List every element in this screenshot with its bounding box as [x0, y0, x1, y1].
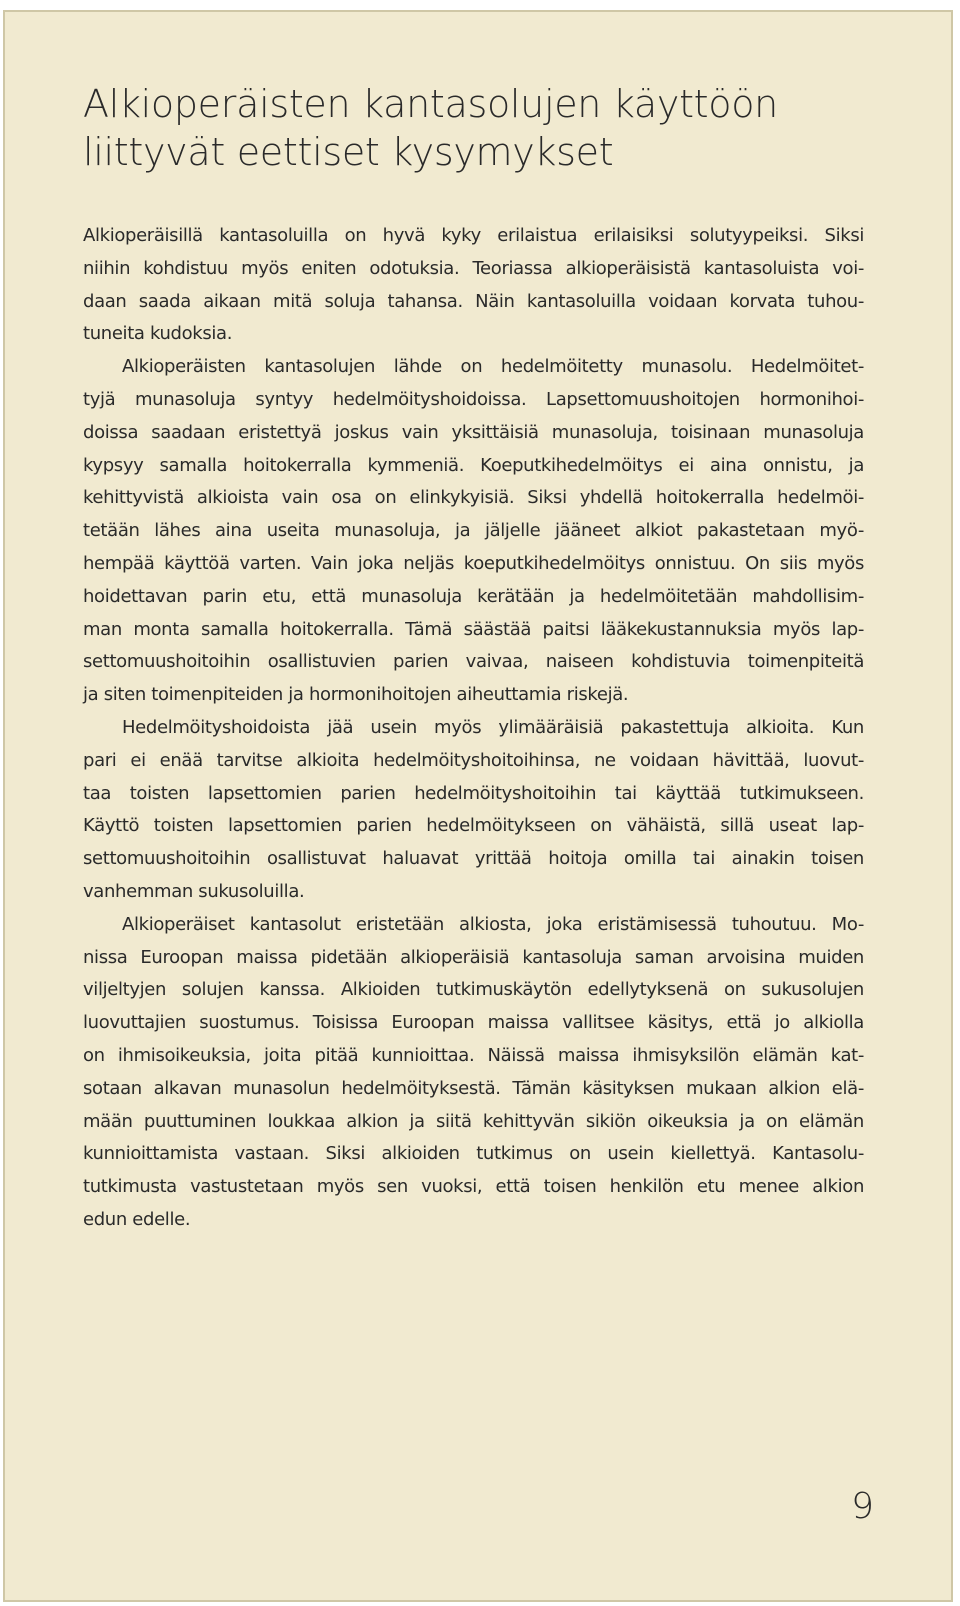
text-line: Hedelmöityshoidoista jää usein myös ylimääräisiä pakastettuja alkioita. Kun — [122, 716, 864, 738]
text-line: edun edelle. — [83, 1208, 191, 1230]
text-line: mään puuttuminen loukkaa alkion ja siitä kehittyvän sikiön oikeuksia ja on elämän — [83, 1110, 864, 1132]
text-line: ja siten toimenpiteiden ja hormonihoitojen aiheuttamia riskejä. — [83, 684, 629, 706]
text-line: kypsyy samalla hoitokerralla kymmeniä. Koeputkihedelmöitys ei aina onnistu, ja — [83, 454, 864, 476]
paragraph-2 — [83, 351, 864, 712]
text-line: hoidettavan parin etu, että munasoluja kerätään ja hedelmöitetään mahdollisim- — [83, 585, 864, 607]
text-line: tetään lähes aina useita munasoluja, ja jäljelle jääneet alkiot pakastetaan myö- — [83, 520, 864, 542]
page-number: 9 — [851, 1486, 874, 1527]
text-line: Alkioperäiset kantasolut eristetään alkiosta, joka eristämisessä tuhoutuu. Mo- — [122, 913, 864, 935]
text-line: niihin kohdistuu myös eniten odotuksia. Teoriassa alkioperäisistä kantasoluista voi- — [83, 257, 864, 279]
text-line: kehittyvistä alkioista vain osa on elinkykyisiä. Siksi yhdellä hoitokerralla hedelmöi- — [83, 487, 864, 509]
text-line: Käyttö toisten lapsettomien parien hedelmöitykseen on vähäistä, sillä useat lap- — [83, 815, 864, 837]
paragraph-4 — [83, 909, 864, 1237]
text-line: tyjä munasoluja syntyy hedelmöityshoidoissa. Lapsettomuushoitojen hormonihoi- — [83, 388, 864, 410]
text-line: pari ei enää tarvitse alkioita hedelmöityshoitoihinsa, ne voidaan hävittää, luovut- — [83, 749, 864, 771]
text-line: Alkioperäisten kantasolujen lähde on hedelmöitetty munasolu. Hedelmöitet- — [122, 356, 864, 378]
body-text — [83, 220, 864, 1237]
document-page — [3, 10, 953, 1602]
text-line: tutkimusta vastustetaan myös sen vuoksi, että toisen henkilön etu menee alkion — [83, 1176, 864, 1198]
text-line: Alkioperäisillä kantasoluilla on hyvä kyky erilaistua erilaisiksi solutyypeiksi. Siksi — [83, 225, 864, 246]
text-line: kunnioittamista vastaan. Siksi alkioiden tutkimus on usein kiellettyä. Kantasolu- — [83, 1143, 864, 1165]
text-line: tuneita kudoksia. — [83, 323, 233, 345]
heading-line: liittyvät eettiset kysymykset — [83, 130, 614, 174]
heading-line: Alkioperäisten kantasolujen käyttöön — [83, 82, 778, 126]
paragraph-3 — [83, 712, 864, 909]
text-line: sotaan alkavan munasolun hedelmöityksestä. Tämän käsityksen mukaan alkion elä- — [83, 1077, 864, 1099]
section-heading — [83, 80, 883, 176]
text-line: vanhemman sukusoluilla. — [83, 880, 305, 902]
text-line: settomuushoitoihin osallistuvat haluavat yrittää hoitoja omilla tai ainakin toisen — [83, 848, 864, 870]
text-line: viljeltyjen solujen kanssa. Alkioiden tutkimuskäytön edellytyksenä on sukusolujen — [83, 979, 864, 1001]
text-line: hempää käyttöä varten. Vain joka neljäs koeputkihedelmöitys onnistuu. On siis myös — [83, 552, 864, 574]
text-line: on ihmisoikeuksia, joita pitää kunnioittaa. Näissä maissa ihmisyksilön elämän kat- — [83, 1044, 864, 1066]
text-line: doissa saadaan eristettyä joskus vain yksittäisiä munasoluja, toisinaan munasoluja — [83, 421, 864, 443]
text-line: man monta samalla hoitokerralla. Tämä säästää paitsi lääkekustannuksia myös lap- — [83, 618, 864, 640]
paragraph-1 — [83, 220, 864, 351]
text-line: settomuushoitoihin osallistuvien parien vaivaa, naiseen kohdistuvia toimenpiteitä — [83, 651, 864, 673]
text-line: daan saada aikaan mitä soluja tahansa. Näin kantasoluilla voidaan korvata tuhou- — [83, 290, 864, 312]
text-line: taa toisten lapsettomien parien hedelmöityshoitoihin tai käyttää tutkimukseen. — [83, 782, 864, 804]
text-line: nissa Euroopan maissa pidetään alkioperäisiä kantasoluja saman arvoisina muiden — [83, 946, 864, 968]
text-line: luovuttajien suostumus. Toisissa Euroopan maissa vallitsee käsitys, että jo alkiolla — [83, 1012, 864, 1034]
